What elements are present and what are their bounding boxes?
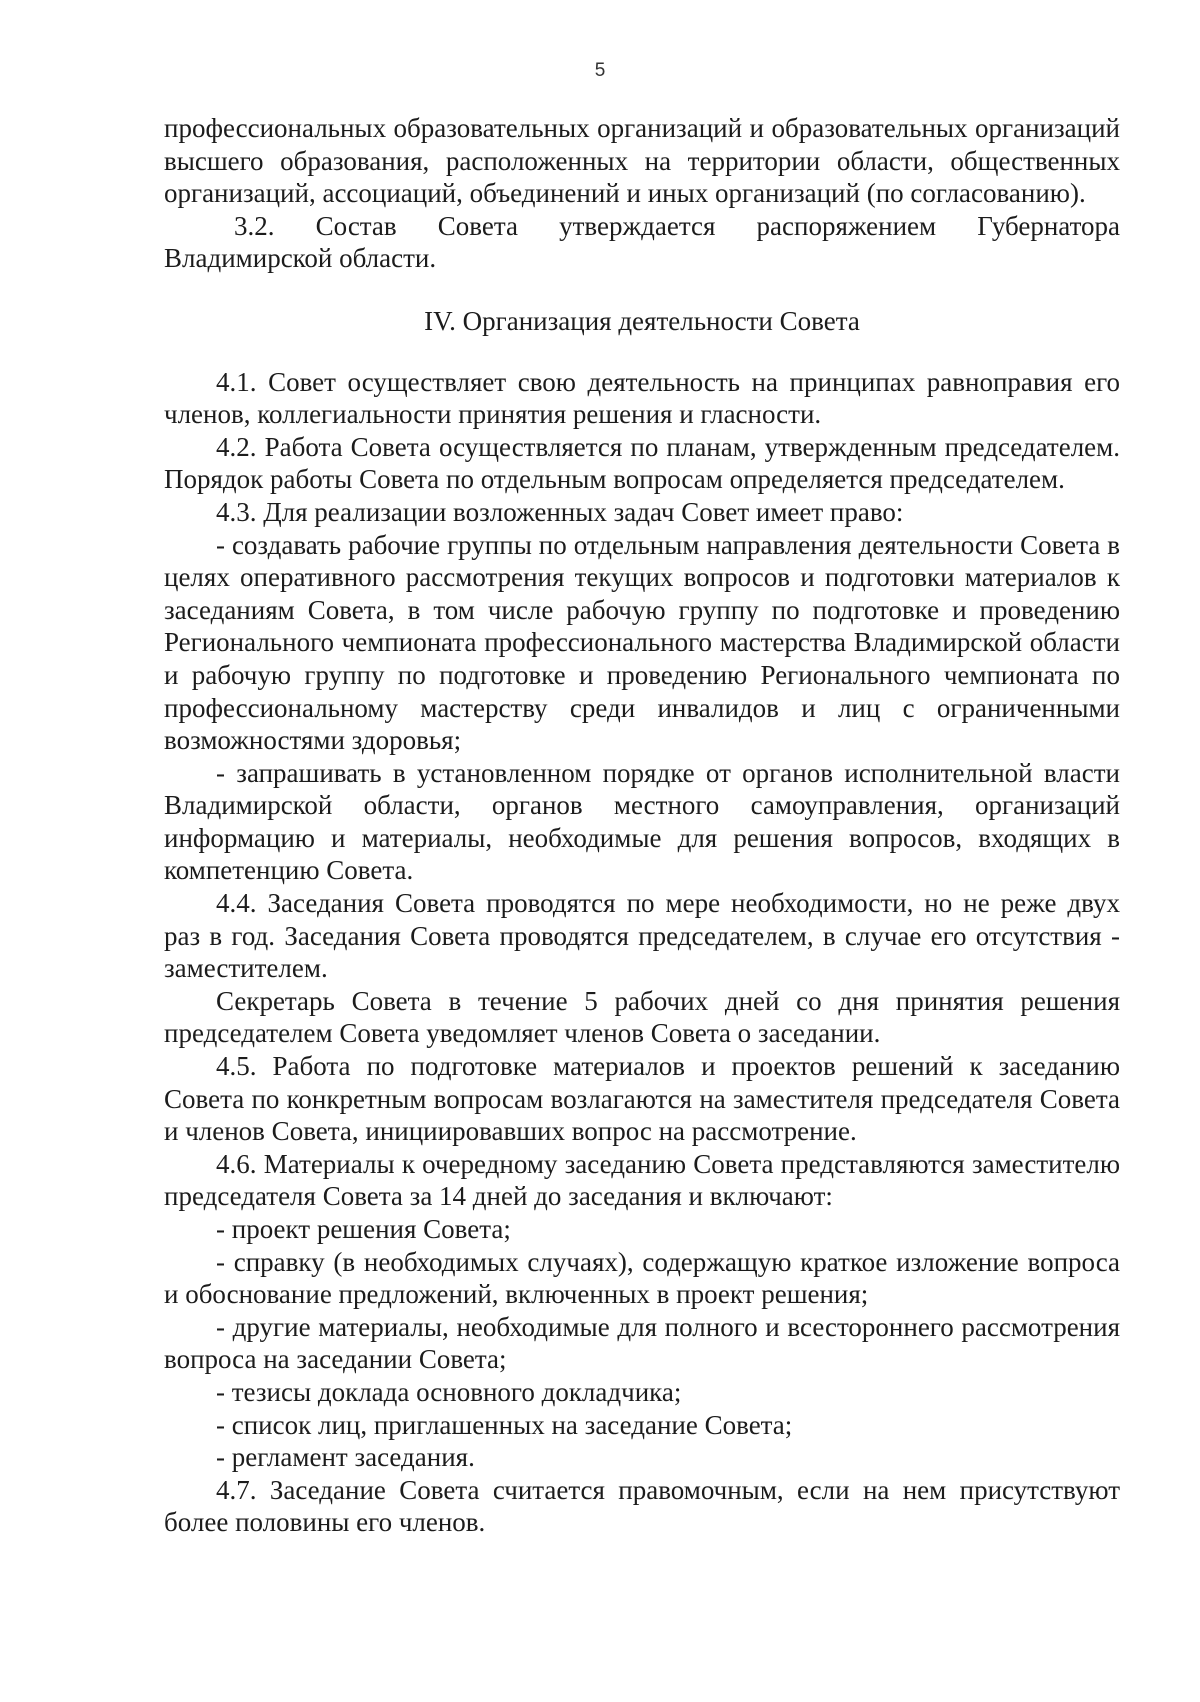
page-number: 5 [594, 60, 606, 81]
list-item-request-information: - запрашивать в установленном порядке от органов исполнительной власти Владимирской области, органов местного самоуправления, организаций информацию и материалы, необходимые для решения вопросов, входящих в компетенцию Совета. [164, 757, 1120, 886]
paragraph-4-5: 4.5. Работа по подготовке материалов и проектов решений к заседанию Совета по конкретным вопросам возлагаются на заместителя председателя Совета и членов Совета, инициировавших вопрос на рассмотрение. [164, 1051, 1120, 1147]
paragraph-members-list-continued: профессиональных образовательных организаций и образовательных организаций высшего образования, расположенных на территории области, общественных организаций, ассоциаций, объединений и иных организаций (по согласованию). [164, 113, 1120, 209]
paragraph-4-2: 4.2. Работа Совета осуществляется по планам, утвержденным председателем. Порядок работы Совета по отдельным вопросам определяется председателем. [164, 431, 1120, 495]
list-item-draft-decision: - проект решения Совета; [216, 1214, 511, 1244]
list-item-reference: - справку (в необходимых случаях), содержащую краткое изложение вопроса и обоснование предложений, включенных в проект решения; [164, 1246, 1120, 1310]
paragraph-3-2: 3.2. Состав Совета утверждается распоряжением Губернатора Владимирской области. [164, 210, 1120, 274]
paragraph-4-3: 4.3. Для реализации возложенных задач Совет имеет право: [216, 496, 904, 527]
paragraph-secretary: Секретарь Совета в течение 5 рабочих дней со дня принятия решения председателем Совета уведомляет членов Совета о заседании. [164, 985, 1120, 1049]
paragraph-4-7: 4.7. Заседание Совета считается правомочным, если на нем присутствуют более половины его членов. [164, 1474, 1120, 1538]
section-heading-iv: IV. Организация деятельности Совета [424, 305, 860, 336]
paragraph-4-4: 4.4. Заседания Совета проводятся по мере необходимости, но не реже двух раз в год. Заседания Совета проводятся председателем, в случае его отсутствия - заместителем. [164, 888, 1120, 984]
list-item-working-groups: - создавать рабочие группы по отдельным направления деятельности Совета в целях оперативного рассмотрения текущих вопросов и подготовки материалов к заседаниям Совета, в том числе рабочую группу по подготовке и проведению Регионального чемпионата профессионального мастерства Владимирской области и рабочую группу по подготовке и проведению Регионального чемпионата по профессиональному мастерству среди инвалидов и лиц с ограниченными возможностями здоровья; [164, 529, 1120, 756]
paragraph-4-6: 4.6. Материалы к очередному заседанию Совета представляются заместителю председателя Совета за 14 дней до заседания и включают: [164, 1148, 1120, 1212]
list-item-report-theses: - тезисы доклада основного докладчика; [216, 1376, 682, 1407]
list-item-meeting-regulations: - регламент заседания. [216, 1442, 475, 1473]
list-item-invited-persons: - список лиц, приглашенных на заседание Совета; [216, 1409, 793, 1440]
document-body [164, 112, 1120, 1539]
paragraph-4-1: 4.1. Совет осуществляет свою деятельность на принципах равноправия его членов, коллегиальности принятия решения и гласности. [164, 366, 1120, 430]
list-item-other-materials: - другие материалы, необходимые для полного и всестороннего рассмотрения вопроса на заседании Совета; [164, 1311, 1120, 1375]
